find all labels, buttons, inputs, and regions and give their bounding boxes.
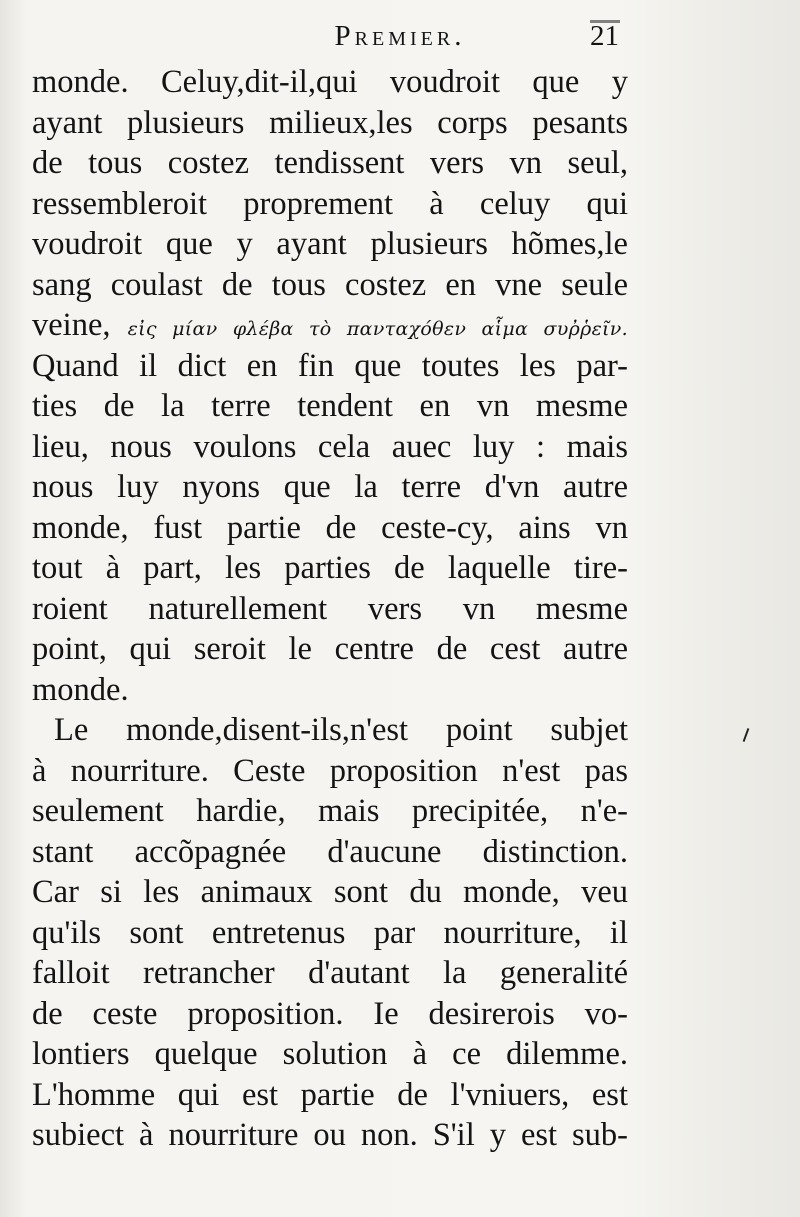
running-head <box>0 20 800 60</box>
text-line: monde. <box>32 671 129 708</box>
text-line: L'homme qui est partie de l'vniuers, est <box>32 1076 628 1113</box>
page-number: 21 <box>590 20 619 52</box>
text-line: Quand il dict en fin que toutes les par- <box>32 347 628 384</box>
text-line-with-greek <box>32 305 628 346</box>
text-line: monde, fust partie de ceste-cy, ains vn <box>32 509 628 546</box>
text-line: seulement hardie, mais precipitée, n'e- <box>32 793 628 829</box>
text-line: stant accõpagnée d'aucune distinction. <box>32 833 628 870</box>
text-line: monde. Celuy,dit-il,qui voudroit que y <box>32 64 628 100</box>
text-line: lontiers quelque solution à ce dilemme. <box>32 1036 628 1072</box>
greek-quotation: εἰς μίαν φλέβα τὸ πανταχόθεν αἷμα συῤῥεῖν. <box>127 318 628 340</box>
text-line: sang coulast de tous costez en vne seule <box>32 266 628 303</box>
text-line: ayant plusieurs milieux,les corps pesants <box>32 104 628 141</box>
text-line: falloit retrancher d'autant la generalité <box>32 955 628 991</box>
text-line: tout à part, les parties de laquelle tire- <box>32 550 628 586</box>
text-line: ties de la terre tendent en vn mesme <box>32 388 628 424</box>
text-line: qu'ils sont entretenus par nourriture, il <box>32 914 628 951</box>
margin-mark <box>743 728 750 742</box>
text-line: voudroit que y ayant plusieurs hõmes,le <box>32 226 628 262</box>
text-line: roient naturellement vers vn mesme <box>32 590 628 627</box>
text-line: nous luy nyons que la terre d'vn autre <box>32 469 628 505</box>
text-line: de tous costez tendissent vers vn seul, <box>32 145 628 181</box>
text-line: de ceste proposition. Ie desirerois vo- <box>32 995 628 1032</box>
text-line: à nourriture. Ceste proposition n'est pas <box>32 752 628 789</box>
text-line-start: veine, <box>32 307 111 343</box>
body-text <box>32 62 628 1156</box>
text-line: lieu, nous voulons cela auec luy : mais <box>32 428 628 465</box>
running-head-title: Premier. <box>334 20 466 52</box>
text-line: Car si les animaux sont du monde, veu <box>32 874 628 910</box>
text-line: ressembleroit proprement à celuy qui <box>32 185 628 222</box>
text-line-paragraph-start: Le monde,disent-ils,n'est point subjet <box>54 712 628 748</box>
text-line: point, qui seroit le centre de cest autre <box>32 631 628 667</box>
text-line: subiect à nourriture ou non. S'il y est sub- <box>32 1117 628 1153</box>
